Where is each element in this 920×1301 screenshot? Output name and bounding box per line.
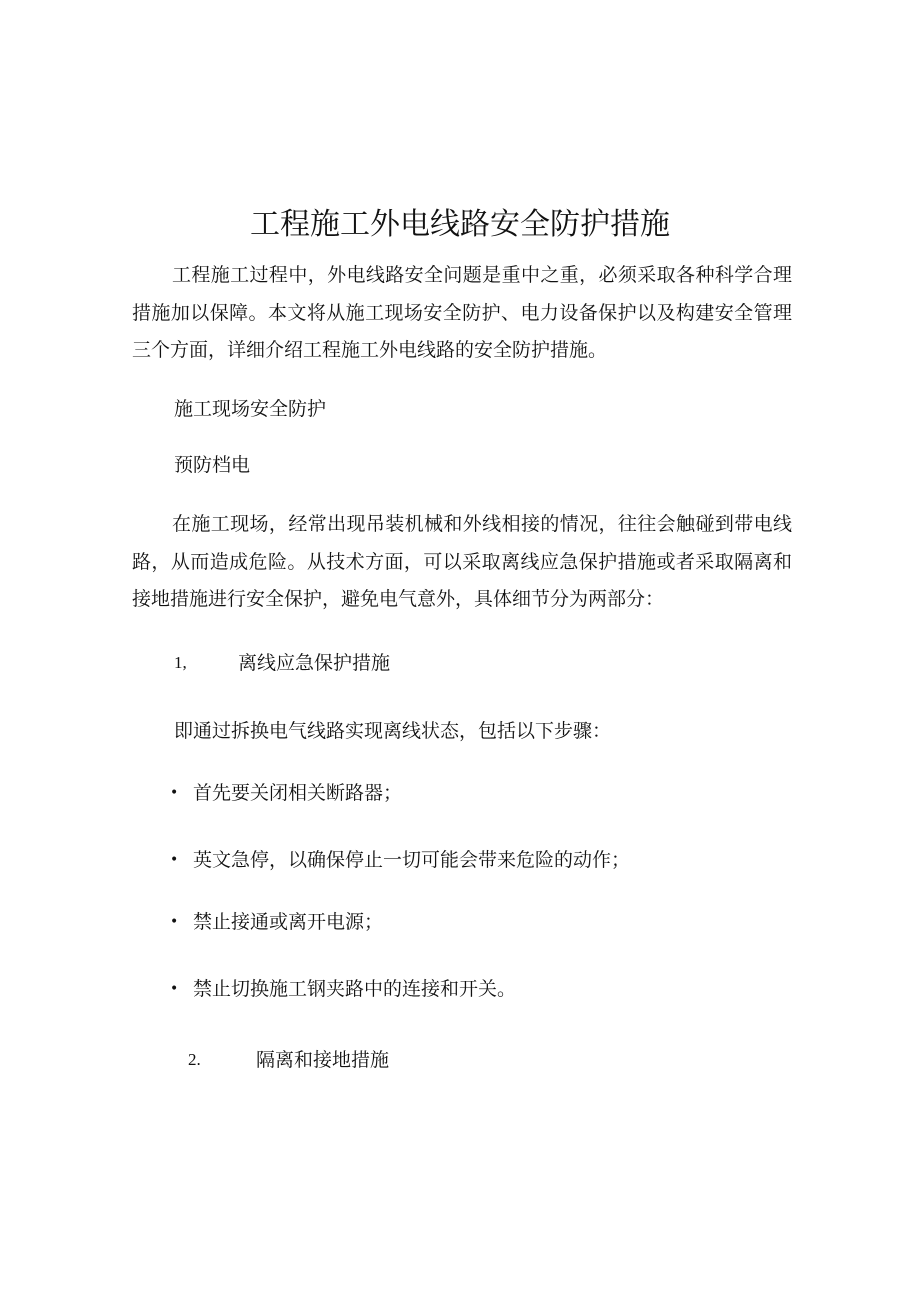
bullet-icon: • xyxy=(170,914,179,930)
intro-paragraph: 工程施工过程中，外电线路安全问题是重中之重，必须采取各种科学合理措施加以保障。本文将从施工现场安全防护、电力设备保护以及构建安全管理三个方面，详细介绍工程施工外电线路的安全防护措施。 xyxy=(132,264,792,361)
bullet-icon: • xyxy=(170,785,179,801)
subsection-paragraph: 在施工现场，经常出现吊装机械和外线相接的情况，往往会触碰到带电线路，从而造成危险。从技术方面，可以采取离线应急保护措施或者采取隔离和接地措施进行安全保护，避免电气意外，具体细节分为两部分： xyxy=(132,513,792,610)
list-item-text: 首先要关闭相关断路器； xyxy=(193,782,403,804)
section-heading: 施工现场安全防护 xyxy=(174,398,327,420)
numbered-item-2 xyxy=(188,1046,588,1074)
bullet-icon: • xyxy=(170,981,179,997)
item-number: 1, xyxy=(174,653,187,672)
item-label: 离线应急保护措施 xyxy=(238,652,391,674)
document-title: 工程施工外电线路安全防护措施 xyxy=(250,207,670,242)
item-label: 隔离和接地措施 xyxy=(256,1049,390,1071)
subsection-heading: 预防档电 xyxy=(174,454,251,476)
list-item-text: 禁止接通或离开电源； xyxy=(193,911,384,933)
steps-intro: 即通过拆换电气线路实现离线状态，包括以下步骤： xyxy=(174,720,612,742)
list-item-text: 禁止切换施工钢夹路中的连接和开关。 xyxy=(193,978,517,1000)
item-number: 2. xyxy=(188,1050,201,1069)
list-item-text: 英文急停，以确保停止一切可能会带来危险的动作； xyxy=(193,849,631,871)
numbered-item-1 xyxy=(174,649,574,677)
bullet-icon: • xyxy=(170,852,179,868)
